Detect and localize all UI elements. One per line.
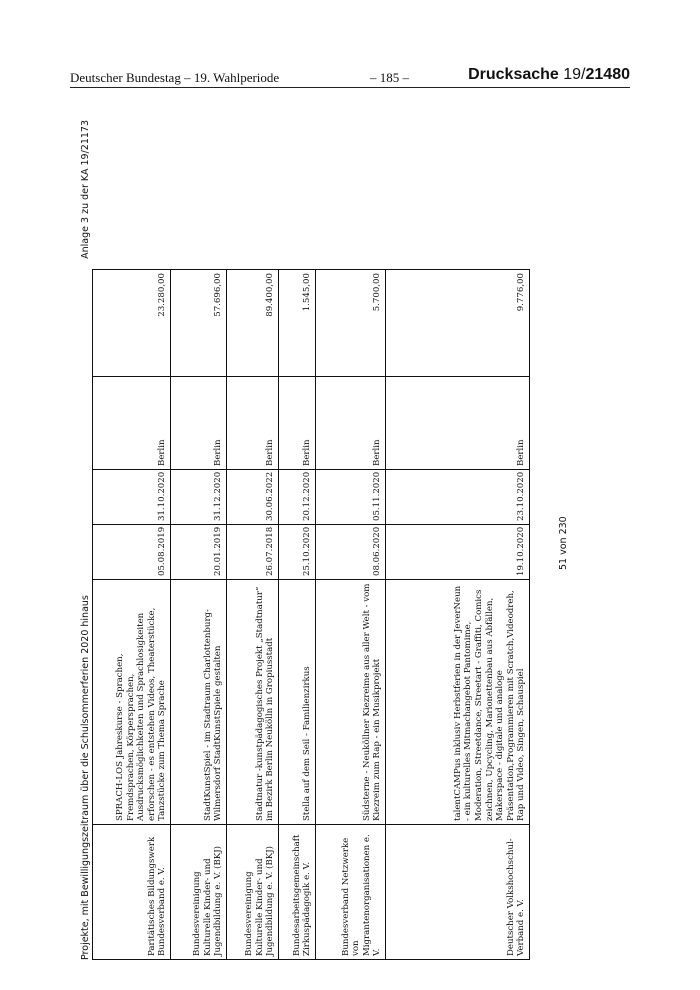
header-document-number — [468, 66, 630, 84]
cell-amount: 89.400,00 — [227, 270, 279, 377]
table-row — [279, 270, 316, 960]
table-row — [171, 270, 227, 960]
cell-organisation: Paritätisches Bildungswerk Bundesverband e. V. — [93, 825, 171, 960]
cell-start-date: 20.01.2019 — [171, 525, 227, 580]
cell-start-date: 08.06.2020 — [316, 525, 386, 580]
cell-place: Berlin — [93, 377, 171, 470]
header-doc-number-bold: 21480 — [585, 66, 630, 83]
cell-organisation: Bundesarbeitsgemeinschaft Zirkuspädagogik e. V. — [279, 825, 316, 960]
cell-project: Stadtnatur -kunstpädagogisches Projekt „Stadtnatur“ im Bezirk Berlin Neukölln in Gropiusstadt — [227, 580, 279, 825]
cell-organisation: Bundesverband Netzwerke von Migrantenorganisationen e. V. — [316, 825, 386, 960]
running-header — [70, 66, 630, 88]
annex-page-number: 51 von 230 — [558, 516, 569, 570]
cell-organisation: Bundesvereinigung Kulturelle Kinder- und Jugendbildung e. V. (BKJ) — [227, 825, 279, 960]
cell-end-date: 23.10.2020 — [386, 470, 530, 525]
cell-project: SPRACH-LOS Jahreskurse - Sprachen, Fremdsprachen, Körpersprachen, Ausdrucksmöglichkeiten und Sprachlosigkeiten erforschen - es entstehen Videos, Theaterstücke, Tanzstücke zum Thema Sprache — [93, 580, 171, 825]
cell-end-date: 31.12.2020 — [171, 470, 227, 525]
cell-amount: 1.545,00 — [279, 270, 316, 377]
cell-start-date: 05.08.2019 — [93, 525, 171, 580]
cell-place: Berlin — [171, 377, 227, 470]
cell-project: talentCAMPus inklusiv Herbstferien in der JeverNeun - ein kulturelles Mitmachangebot Pantomime, Moderation, Streetdance, Streetart - Graffiti, Comics zeichnen, Upcycling, Marionettenbau aus Abfällen, Makerspace - digitale und analoge Präsentation,Programmieren mit Scratch,Videodreh, Rap und Video, Singen, Schauspiel — [386, 580, 530, 825]
annex-reference: Anlage 3 zu der KA 19/21173 — [80, 120, 91, 259]
cell-place: Berlin — [227, 377, 279, 470]
annex-title: Projekte, mit Bewilligungszeitraum über die Schulsommerferien 2020 hinaus — [80, 595, 91, 960]
rotated-annex-page — [80, 120, 620, 960]
cell-amount: 57.696,00 — [171, 270, 227, 377]
cell-end-date: 31.10.2020 — [93, 470, 171, 525]
cell-start-date: 19.10.2020 — [386, 525, 530, 580]
cell-project: Stella auf dem Seil - Familienzirkus — [279, 580, 316, 825]
annex-landscape-content — [80, 120, 620, 960]
header-page-number: – 185 – — [370, 70, 409, 85]
cell-place: Berlin — [386, 377, 530, 470]
table-row — [227, 270, 279, 960]
cell-end-date: 30.06.2022 — [227, 470, 279, 525]
cell-organisation: Bundesvereinigung Kulturelle Kinder- und Jugendbildung e. V. (BKJ) — [171, 825, 227, 960]
header-doc-number-regular: 19/ — [558, 66, 586, 83]
cell-amount: 5.700,00 — [316, 270, 386, 377]
cell-project: Südsterne - Neuköllner Kiezreime aus aller Welt - vom Kiezreim zum Rap - ein Musikprojekt — [316, 580, 386, 825]
table-row — [93, 270, 171, 960]
cell-start-date: 26.07.2018 — [227, 525, 279, 580]
cell-amount: 9.776,00 — [386, 270, 530, 377]
projects-table — [92, 269, 530, 960]
table-row — [316, 270, 386, 960]
cell-place: Berlin — [279, 377, 316, 470]
cell-place: Berlin — [316, 377, 386, 470]
cell-amount: 23.280,00 — [93, 270, 171, 377]
cell-project: StadtKunstSpiel - im Stadtraum Charlottenburg-Wilmersdorf StadtKunstSpiele gestalten — [171, 580, 227, 825]
table-row — [386, 270, 530, 960]
cell-organisation: Deutscher Volkshochschul-Verband e. V. — [386, 825, 530, 960]
header-left: Deutscher Bundestag – 19. Wahlperiode — [70, 70, 280, 85]
cell-start-date: 25.10.2020 — [279, 525, 316, 580]
header-doc-label: Drucksache — [468, 66, 559, 83]
header-rule — [70, 87, 630, 88]
cell-end-date: 05.11.2020 — [316, 470, 386, 525]
cell-end-date: 20.12.2020 — [279, 470, 316, 525]
